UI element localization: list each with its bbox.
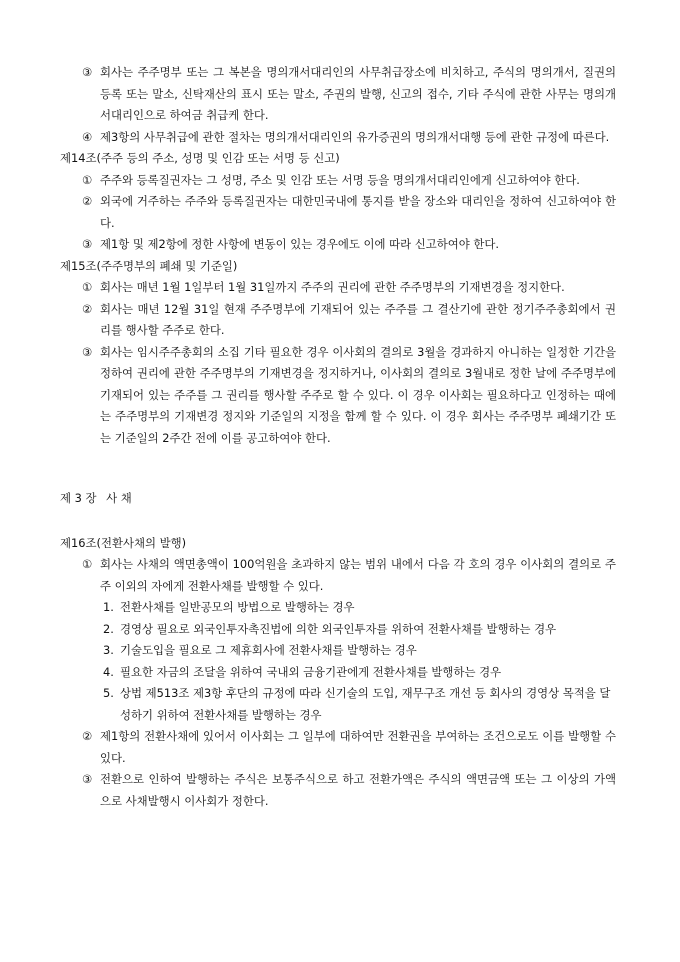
article15-item-2: [0, 299, 680, 342]
item-number: ②: [82, 729, 93, 743]
item-text: 회사는 임시주주총회의 소집 기타 필요한 경우 이사회의 결의로 3월을 경과하지 아니하는 일정한 기간을 정하여 권리에 관한 주주명부의 기재변경을 정지하거나, 이사회의 결의로 3월내로 정한 날에 주주명부에 기재되어 있는 주주를 그 권리를 행사할 주주로 할 수 있다. 이 경우 이사회는 필요하다고 인정하는 때에는 주주명부의 기재변경 정지와 기준일의 지정을 함께 할 수 있다. 이 경우 회사는 주주명부 폐쇄기간 또는 기준일의 2주간 전에 이를 공고하여야 한다.: [100, 344, 616, 445]
subitem-number: 1.: [103, 600, 114, 614]
item-number: ②: [82, 301, 93, 316]
article14-item-2: [0, 191, 680, 234]
item-text: 회사는 사채의 액면총액이 100억원을 초과하지 않는 범위 내에서 다음 각 호의 경우 이사회의 결의로 주주 이외의 자에게 전환사채를 발행할 수 있다.: [100, 557, 616, 593]
article14-item-3: [0, 234, 680, 256]
item-number: ①: [82, 280, 93, 294]
item-text: 제3항의 사무취급에 관한 절차는 명의개서대리인의 유가증권의 명의개서대행 등에 관한 규정에 따른다.: [100, 129, 610, 144]
item-text: 회사는 주주명부 또는 그 복본을 명의개서대리인의 사무취급장소에 비치하고, 주식의 명의개서, 질권의 등록 또는 말소, 신탁재산의 표시 또는 말소, 주권의 발행, 신고의 접수, 기타 주식에 관한 사무는 명의개서대리인으로 하여금 취급케 한다.: [100, 65, 616, 122]
item-number: ③: [82, 344, 93, 359]
item-text: 외국에 거주하는 주주와 등록질권자는 대한민국내에 통지를 받을 장소와 대리인을 정하여 신고하여야 한다.: [100, 194, 616, 230]
subitem-number: 5.: [103, 686, 114, 700]
item-text: 회사는 매년 1월 1일부터 1월 31일까지 주주의 권리에 관한 주주명부의 기재변경을 정지한다.: [100, 280, 565, 294]
article16-item-1: [0, 554, 680, 597]
article16-subitem-2: [0, 619, 680, 641]
item-number: ③: [82, 772, 93, 786]
item-number: ②: [82, 194, 93, 208]
item-text: 주주와 등록질권자는 그 성명, 주소 및 인감 또는 서명 등을 명의개서대리인에게 신고하여야 한다.: [100, 172, 580, 187]
subitem-text: 필요한 자금의 조달을 위하여 국내외 금융기관에게 전환사채를 발행하는 경우: [120, 664, 502, 679]
item-number: ③: [82, 65, 93, 79]
article16-item-3: [0, 769, 680, 812]
article16-subitem-5: [0, 683, 680, 726]
item-text: 전환으로 인하여 발행하는 주식은 보통주식으로 하고 전환가액은 주식의 액면금액 또는 그 이상의 가액으로 사채발행시 이사회가 정한다.: [100, 772, 616, 808]
document-page: [0, 62, 680, 812]
article13-item-3: [0, 62, 680, 127]
item-text: 회사는 매년 12월 31일 현재 주주명부에 기재되어 있는 주주를 그 결산기에 관한 정기주주총회에서 권리를 행사할 주주로 한다.: [100, 301, 616, 337]
chapter-title: 사 채: [106, 491, 132, 505]
article14-heading: 제14조(주주 등의 주소, 성명 및 인감 또는 서명 등 신고): [60, 151, 340, 165]
chapter-label: 제 3 장: [60, 491, 97, 505]
item-number: ①: [82, 557, 93, 571]
article16-item-2: [0, 726, 680, 769]
article15-heading: 제15조(주주명부의 폐쇄 및 기준일): [60, 258, 238, 273]
article16-heading: 제16조(전환사채의 발행): [60, 535, 187, 550]
item-text: 제1항 및 제2항에 정한 사항에 변동이 있는 경우에도 이에 따라 신고하여야 한다.: [100, 237, 500, 251]
article15-item-1: [0, 277, 680, 299]
item-number: ④: [82, 129, 93, 144]
article16-subitem-4: [0, 662, 680, 684]
item-number: ③: [82, 237, 93, 251]
subitem-number: 3.: [103, 643, 114, 657]
article13-item-4: [0, 127, 680, 149]
subitem-number: 4.: [103, 664, 114, 679]
article16-subitem-3: [0, 640, 680, 662]
subitem-text: 기술도입을 필요로 그 제휴회사에 전환사채를 발행하는 경우: [120, 643, 417, 657]
subitem-number: 2.: [103, 621, 114, 636]
article14-item-1: [0, 170, 680, 192]
item-number: ①: [82, 172, 93, 187]
subitem-text: 경영상 필요로 외국인투자촉진법에 의한 외국인투자를 위하여 전환사채를 발행하는 경우: [120, 621, 557, 636]
chapter-heading: [60, 488, 680, 510]
subitem-text: 전환사채를 일반공모의 방법으로 발행하는 경우: [120, 600, 355, 614]
article16-subitem-1: [0, 597, 680, 619]
item-text: 제1항의 전환사채에 있어서 이사회는 그 일부에 대하여만 전환권을 부여하는 조건으로도 이를 발행할 수 있다.: [100, 729, 616, 765]
article15-item-3: [0, 342, 680, 450]
subitem-text: 상법 제513조 제3항 후단의 규정에 따라 신기술의 도입, 재무구조 개선 등 회사의 경영상 목적을 달성하기 위하여 전환사채를 발행하는 경우: [120, 686, 611, 722]
